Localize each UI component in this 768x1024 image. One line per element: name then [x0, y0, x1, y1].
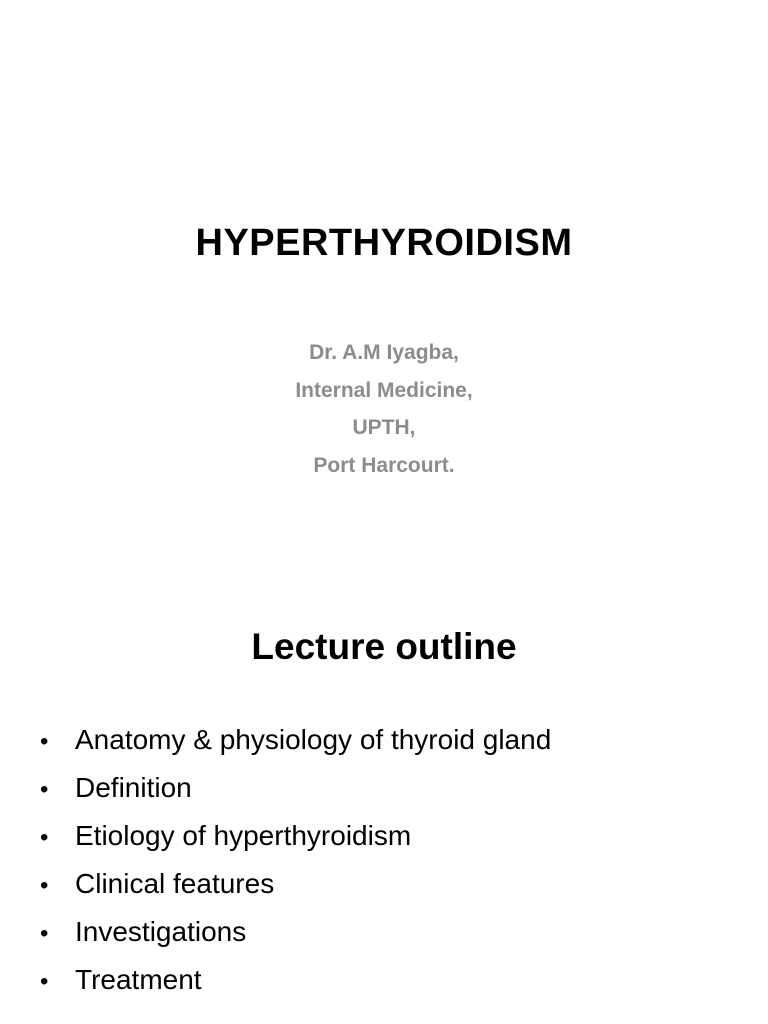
- list-item: [40, 860, 760, 908]
- list-item-text: Treatment: [75, 964, 202, 995]
- list-item-text: Anatomy & physiology of thyroid gland: [75, 724, 552, 755]
- bullet-icon: •: [40, 776, 49, 803]
- list-item: [40, 956, 760, 1004]
- list-item-text: Clinical features: [75, 868, 275, 899]
- outline-title: Lecture outline: [251, 626, 517, 667]
- list-item-text: Definition: [75, 772, 192, 803]
- author-name: Dr. A.M Iyagba,: [309, 341, 459, 364]
- outline-slide: [0, 574, 768, 1024]
- author-institution: UPTH,: [352, 416, 416, 439]
- bullet-icon: •: [40, 728, 49, 755]
- slide-title: HYPERTHYROIDISM: [195, 222, 573, 264]
- outline-list: [40, 716, 760, 1004]
- list-item: [40, 908, 760, 956]
- author-info: [0, 334, 768, 484]
- bullet-icon: •: [40, 872, 49, 899]
- list-item: [40, 764, 760, 812]
- bullet-icon: •: [40, 824, 49, 851]
- author-department: Internal Medicine,: [295, 378, 473, 402]
- list-item: [40, 812, 760, 860]
- list-item-text: Investigations: [75, 916, 247, 947]
- bullet-icon: •: [40, 968, 49, 995]
- author-location: Port Harcourt.: [313, 453, 455, 477]
- bullet-icon: •: [40, 920, 49, 947]
- list-item-text: Etiology of hyperthyroidism: [75, 820, 412, 851]
- list-item: [40, 716, 760, 764]
